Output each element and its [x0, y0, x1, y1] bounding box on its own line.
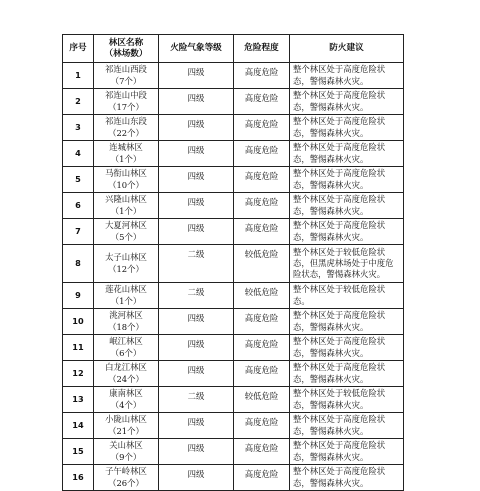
- table-row: [63, 387, 404, 413]
- forest-name-cell: [94, 141, 159, 167]
- fire-level-cell: 四级: [159, 439, 234, 465]
- row-number: 5: [63, 167, 94, 193]
- advice-cell: [290, 283, 404, 309]
- forest-count: （4个）: [110, 399, 142, 410]
- forest-name-cell: [94, 387, 159, 413]
- advice-line: 态，警惕森林火灾。: [293, 153, 369, 164]
- table-row: [63, 335, 404, 361]
- advice-cell: [290, 193, 404, 219]
- advice-line: 态，警惕森林火灾。: [293, 205, 369, 216]
- header-fire-level: 火险气象等级: [159, 35, 234, 63]
- forest-name: 连城林区: [109, 142, 143, 153]
- forest-fire-table-wrapper: [62, 34, 404, 491]
- table-row: [63, 439, 404, 465]
- advice-line: 态，警惕森林火灾。: [293, 425, 369, 436]
- advice-line: 态，警惕森林火灾。: [293, 321, 369, 332]
- forest-count: （18个）: [108, 321, 144, 332]
- table-row: [63, 283, 404, 309]
- row-number: 4: [63, 141, 94, 167]
- forest-name: 祁连山西段: [105, 64, 147, 75]
- advice-line: 态，警惕森林火灾。: [293, 231, 369, 242]
- forest-name: 小陇山林区: [105, 414, 147, 425]
- row-number: 12: [63, 361, 94, 387]
- forest-count: （9个）: [110, 451, 142, 462]
- forest-name-cell: [94, 413, 159, 439]
- table-body: [63, 63, 404, 491]
- danger-cell: 高度危险: [234, 465, 290, 491]
- danger-cell: 高度危险: [234, 413, 290, 439]
- danger-cell: 较低危险: [234, 387, 290, 413]
- header-forest-name: [94, 35, 159, 63]
- advice-line: 整个林区处于高度危险状: [293, 116, 386, 127]
- forest-fire-risk-table: [62, 34, 404, 491]
- advice-line: 整个林区处于高度危险状: [293, 336, 386, 347]
- forest-count: （1个）: [110, 205, 142, 216]
- table-row: [63, 413, 404, 439]
- advice-cell: [290, 63, 404, 89]
- danger-cell: 高度危险: [234, 63, 290, 89]
- forest-count: （7个）: [110, 75, 142, 86]
- advice-line: 态，警惕森林火灾。: [293, 75, 369, 86]
- danger-cell: 较低危险: [234, 245, 290, 283]
- table-row: [63, 167, 404, 193]
- advice-line: 整个林区处于高度危险状: [293, 362, 386, 373]
- forest-name: 兴隆山林区: [105, 194, 147, 205]
- table-row: [63, 465, 404, 491]
- table-row: [63, 63, 404, 89]
- row-number: 7: [63, 219, 94, 245]
- advice-line: 整个林区处于高度危险状: [293, 194, 386, 205]
- forest-count: （10个）: [108, 179, 144, 190]
- advice-line: 整个林区处于较低危险状: [293, 388, 386, 399]
- advice-line: 态，警惕森林火灾。: [293, 179, 369, 190]
- advice-line: 态。: [293, 295, 310, 306]
- forest-name: 康南林区: [109, 388, 143, 399]
- advice-cell: [290, 245, 404, 283]
- forest-name: 莲花山林区: [105, 284, 147, 295]
- row-number: 15: [63, 439, 94, 465]
- forest-name-cell: [94, 465, 159, 491]
- advice-line: 态，警惕森林火灾。: [293, 101, 369, 112]
- row-number: 3: [63, 115, 94, 141]
- fire-level-cell: 四级: [159, 335, 234, 361]
- fire-level-cell: 四级: [159, 413, 234, 439]
- fire-level-cell: 四级: [159, 309, 234, 335]
- advice-cell: [290, 465, 404, 491]
- danger-cell: 高度危险: [234, 167, 290, 193]
- fire-level-cell: 四级: [159, 219, 234, 245]
- forest-name: 白龙江林区: [105, 362, 147, 373]
- forest-count: （21个）: [108, 425, 144, 436]
- advice-line: 态，但黑虎林场处于中度危: [293, 257, 394, 268]
- fire-level-cell: 四级: [159, 115, 234, 141]
- advice-line: 态，警惕森林火灾。: [293, 127, 369, 138]
- advice-line: 态，警惕森林火灾。: [293, 451, 369, 462]
- advice-cell: [290, 141, 404, 167]
- danger-cell: 高度危险: [234, 115, 290, 141]
- table-row: [63, 141, 404, 167]
- forest-name: 子午岭林区: [105, 466, 147, 477]
- fire-level-cell: 四级: [159, 193, 234, 219]
- advice-line: 整个林区处于较低危险状: [293, 284, 386, 295]
- forest-name: 祁连山东段: [105, 116, 147, 127]
- forest-name-cell: [94, 283, 159, 309]
- advice-line: 态，警惕森林火灾。: [293, 399, 369, 410]
- advice-cell: [290, 309, 404, 335]
- row-number: 1: [63, 63, 94, 89]
- forest-name-cell: [94, 219, 159, 245]
- forest-name: 马衔山林区: [105, 168, 147, 179]
- danger-cell: 高度危险: [234, 193, 290, 219]
- forest-name-cell: [94, 89, 159, 115]
- advice-line: 整个林区处于较低危险状: [293, 246, 386, 257]
- forest-name-cell: [94, 439, 159, 465]
- row-number: 16: [63, 465, 94, 491]
- forest-name-cell: [94, 309, 159, 335]
- row-number: 9: [63, 283, 94, 309]
- row-number: 6: [63, 193, 94, 219]
- table-row: [63, 219, 404, 245]
- table-header-row: [63, 35, 404, 63]
- danger-cell: 高度危险: [234, 219, 290, 245]
- forest-count: （5个）: [110, 231, 142, 242]
- advice-line: 整个林区处于高度危险状: [293, 64, 386, 75]
- fire-level-cell: 四级: [159, 361, 234, 387]
- forest-name: 岷江林区: [109, 336, 143, 347]
- header-danger: 危险程度: [234, 35, 290, 63]
- advice-line: 整个林区处于高度危险状: [293, 90, 386, 101]
- row-number: 8: [63, 245, 94, 283]
- danger-cell: 高度危险: [234, 309, 290, 335]
- advice-cell: [290, 413, 404, 439]
- advice-line: 险状态，警惕森林火灾。: [293, 269, 386, 280]
- advice-line: 整个林区处于高度危险状: [293, 310, 386, 321]
- danger-cell: 较低危险: [234, 283, 290, 309]
- forest-name: 洮河林区: [109, 310, 143, 321]
- forest-name-cell: [94, 361, 159, 387]
- table-row: [63, 115, 404, 141]
- forest-count: （12个）: [108, 263, 144, 274]
- advice-line: 态，警惕森林火灾。: [293, 347, 369, 358]
- forest-count: （17个）: [108, 101, 144, 112]
- forest-count: （1个）: [110, 295, 142, 306]
- fire-level-cell: 二级: [159, 283, 234, 309]
- row-number: 13: [63, 387, 94, 413]
- forest-name-cell: [94, 115, 159, 141]
- advice-cell: [290, 387, 404, 413]
- fire-level-cell: 二级: [159, 245, 234, 283]
- forest-name-cell: [94, 167, 159, 193]
- forest-name: 祁连山中段: [105, 90, 147, 101]
- advice-line: 整个林区处于高度危险状: [293, 440, 386, 451]
- advice-cell: [290, 115, 404, 141]
- header-name-line1: 林区名称: [108, 37, 144, 48]
- table-row: [63, 361, 404, 387]
- forest-name: 太子山林区: [105, 252, 147, 263]
- fire-level-cell: 四级: [159, 89, 234, 115]
- forest-count: （6个）: [110, 347, 142, 358]
- advice-cell: [290, 439, 404, 465]
- forest-name-cell: [94, 335, 159, 361]
- danger-cell: 高度危险: [234, 89, 290, 115]
- forest-count: （26个）: [108, 477, 144, 488]
- fire-level-cell: 二级: [159, 387, 234, 413]
- fire-level-cell: 四级: [159, 141, 234, 167]
- header-no: 序号: [63, 35, 94, 63]
- forest-name-cell: [94, 63, 159, 89]
- forest-name: 关山林区: [109, 440, 143, 451]
- advice-cell: [290, 89, 404, 115]
- header-name-line2: （林场数）: [104, 48, 148, 59]
- row-number: 10: [63, 309, 94, 335]
- forest-name-cell: [94, 245, 159, 283]
- advice-line: 态，警惕森林火灾。: [293, 477, 369, 488]
- table-row: [63, 89, 404, 115]
- danger-cell: 高度危险: [234, 361, 290, 387]
- table-row: [63, 245, 404, 283]
- advice-cell: [290, 219, 404, 245]
- forest-name-cell: [94, 193, 159, 219]
- forest-count: （22个）: [108, 127, 144, 138]
- row-number: 14: [63, 413, 94, 439]
- advice-cell: [290, 167, 404, 193]
- advice-line: 整个林区处于高度危险状: [293, 414, 386, 425]
- table-row: [63, 309, 404, 335]
- advice-line: 态，警惕森林火灾。: [293, 373, 369, 384]
- advice-cell: [290, 361, 404, 387]
- fire-level-cell: 四级: [159, 63, 234, 89]
- fire-level-cell: 四级: [159, 465, 234, 491]
- advice-line: 整个林区处于高度危险状: [293, 168, 386, 179]
- fire-level-cell: 四级: [159, 167, 234, 193]
- advice-line: 整个林区处于高度危险状: [293, 220, 386, 231]
- row-number: 11: [63, 335, 94, 361]
- forest-count: （24个）: [108, 373, 144, 384]
- forest-name: 大夏河林区: [105, 220, 147, 231]
- danger-cell: 高度危险: [234, 439, 290, 465]
- table-row: [63, 193, 404, 219]
- danger-cell: 高度危险: [234, 335, 290, 361]
- forest-count: （1个）: [110, 153, 142, 164]
- advice-line: 整个林区处于高度危险状: [293, 142, 386, 153]
- header-advice: 防火建议: [290, 35, 404, 63]
- advice-line: 整个林区处于高度危险状: [293, 466, 386, 477]
- row-number: 2: [63, 89, 94, 115]
- danger-cell: 高度危险: [234, 141, 290, 167]
- advice-cell: [290, 335, 404, 361]
